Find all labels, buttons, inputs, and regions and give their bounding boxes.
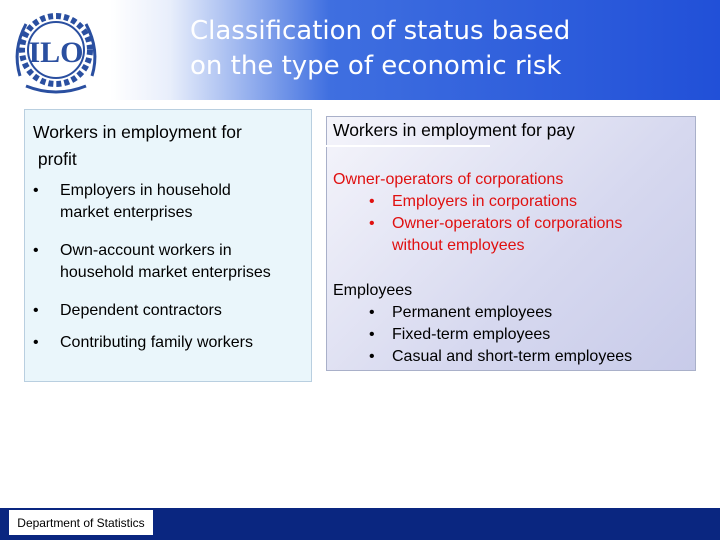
owner-item — [333, 191, 673, 213]
profit-heading-line-2: profit — [33, 149, 77, 169]
department-label: Department of Statistics — [8, 509, 154, 536]
owner-item-line: without employees — [392, 237, 525, 254]
bullet: • — [33, 182, 39, 199]
employees-item-line: Permanent employees — [392, 304, 553, 321]
list-item-line: market enterprises — [60, 204, 193, 221]
pay-heading: Workers in employment for pay — [333, 120, 575, 140]
profit-workers-box — [24, 109, 312, 382]
owner-item-line: Employers in corporations — [392, 193, 577, 210]
profit-heading — [33, 119, 303, 173]
bullet: • — [33, 302, 39, 319]
bullet: • — [369, 348, 375, 365]
list-item — [25, 240, 271, 284]
list-item — [25, 300, 222, 322]
employees-item — [333, 324, 673, 346]
bullet: • — [33, 334, 39, 351]
slide-title — [190, 14, 670, 84]
list-item-line: Contributing family workers — [60, 334, 253, 351]
ilo-logo — [6, 6, 106, 94]
list-item — [25, 180, 231, 224]
heading-divider — [326, 145, 490, 147]
owner-operators-heading: Owner-operators of corporations — [333, 171, 564, 188]
title-line-1: Classification of status based — [190, 16, 571, 46]
employees-item — [333, 302, 673, 324]
list-item-line: household market enterprises — [60, 264, 271, 281]
list-item-line: Employers in household — [60, 182, 231, 199]
bullet: • — [369, 304, 375, 321]
list-item-line: Own-account workers in — [60, 242, 232, 259]
owner-item — [333, 213, 673, 257]
list-item-line: Dependent contractors — [60, 302, 222, 319]
bullet: • — [33, 242, 39, 259]
profit-heading-line-1: Workers in employment for — [33, 122, 242, 142]
title-line-2: on the type of economic risk — [190, 51, 562, 81]
employees-heading: Employees — [333, 282, 413, 299]
employees-item — [333, 346, 673, 368]
list-item — [25, 332, 253, 354]
bullet: • — [369, 326, 375, 343]
bullet: • — [369, 193, 375, 210]
bullet: • — [369, 215, 375, 232]
employees-item-line: Fixed-term employees — [392, 326, 551, 343]
logo-text: ILO — [28, 36, 84, 69]
owner-item-line: Owner-operators of corporations — [392, 215, 623, 232]
employees-item-line: Casual and short-term employees — [392, 348, 633, 365]
